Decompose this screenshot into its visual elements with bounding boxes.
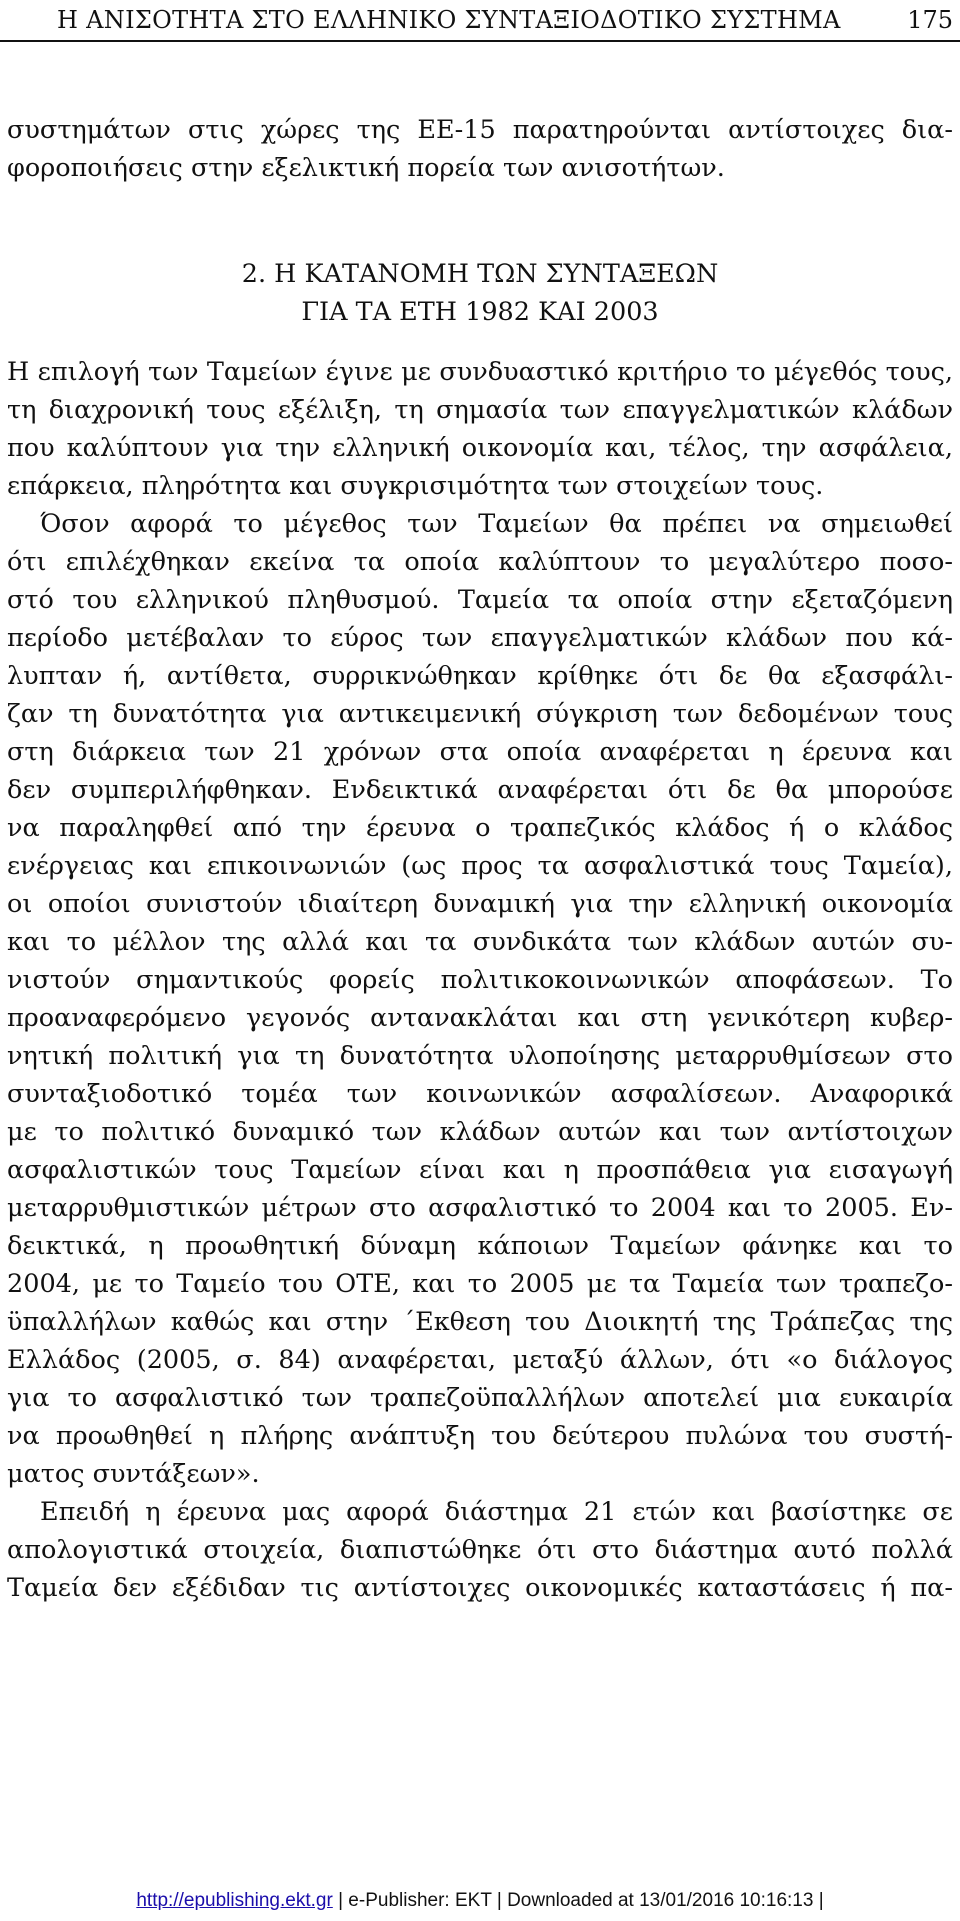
download-footer (0, 1890, 960, 1912)
text-line: οι οποίοι συνιστούν ιδιαίτερη δυναμική για την ελληνική οικονομία (7, 889, 953, 919)
text-line: που καλύπτουν για την ελληνική οικονομία και, τέλος, την ασφάλεια, (7, 433, 953, 463)
text-line: στό του ελληνικού πληθυσμού. Ταμεία τα οποία στην εξεταζόμενη (7, 585, 953, 615)
text-line: συνταξιοδοτικό τομέα των κοινωνικών ασφαλίσεων. Αναφορικά (7, 1079, 953, 1109)
intro-paragraph (7, 111, 953, 187)
text-line: επάρκεια, πληρότητα και συγκρισιμότητα των στοιχείων τους. (7, 471, 824, 501)
section-heading (0, 255, 960, 331)
text-line: μεταρρυθμιστικών μέτρων στο ασφαλιστικό το 2004 και το 2005. Εν- (7, 1193, 953, 1223)
text-line: για το ασφαλιστικό των τραπεζοϋπαλλήλων αποτελεί μια ευκαιρία (7, 1383, 953, 1413)
text-line: ασφαλιστικών τους Ταμείων είναι και η προσπάθεια για εισαγωγή (7, 1155, 953, 1185)
text-line: ενέργειας και επικοινωνιών (ως προς τα ασφαλιστικά τους Ταμεία), (7, 851, 953, 881)
text-line: Ταμεία δεν εξέδιδαν τις αντίστοιχες οικονομικές καταστάσεις ή πα- (7, 1573, 953, 1603)
text-line: ματος συντάξεων». (7, 1459, 260, 1489)
running-title: Η ΑΝΙΣΟΤΗΤΑ ΣΤΟ ΕΛΛΗΝΙΚΟ ΣΥΝΤΑΞΙΟΔΟΤΙΚΟ ΣΥΣΤΗΜΑ (57, 6, 841, 34)
text-line: λυπταν ή, αντίθετα, συρρικνώθηκαν κρίθηκε ότι δε θα εξασφάλι- (7, 661, 953, 691)
section-heading-line: ΓΙΑ ΤΑ ΕΤΗ 1982 ΚΑΙ 2003 (301, 297, 659, 327)
publisher-link[interactable]: http://epublishing.ekt.gr (136, 1890, 333, 1911)
section-heading-line: 2. Η ΚΑΤΑΝΟΜΗ ΤΩΝ ΣΥΝΤΑΞΕΩΝ (241, 259, 719, 289)
text-line: Όσον αφορά το μέγεθος των Ταμείων θα πρέπει να σημειωθεί (40, 509, 953, 539)
text-line: Ελλάδος (2005, σ. 84) αναφέρεται, μεταξύ άλλων, ότι «ο διάλογος (7, 1345, 953, 1375)
text-line: συστημάτων στις χώρες της ΕΕ-15 παρατηρούνται αντίστοιχες δια- (7, 115, 953, 145)
text-line: νιστούν σημαντικούς φορείς πολιτικοκοινωνικών αποφάσεων. Το (7, 965, 953, 995)
page-number: 175 (907, 6, 953, 34)
header-rule (0, 40, 960, 42)
body-text (7, 353, 953, 1607)
text-line: απολογιστικά στοιχεία, διαπιστώθηκε ότι στο διάστημα αυτό πολλά (7, 1535, 953, 1565)
text-line: δεν συμπεριλήφθηκαν. Ενδεικτικά αναφέρεται ότι δε θα μπορούσε (7, 775, 953, 805)
text-line: ζαν τη δυνατότητα για αντικειμενική σύγκριση των δεδομένων τους (7, 699, 953, 729)
text-line: τη διαχρονική τους εξέλιξη, τη σημασία των επαγγελματικών κλάδων (7, 395, 953, 425)
text-line: νητική πολιτική για τη δυνατότητα υλοποίησης μεταρρυθμίσεων στο (7, 1041, 953, 1071)
text-line: να παραληφθεί από την έρευνα ο τραπεζικός κλάδος ή ο κλάδος (7, 813, 953, 843)
text-line: στη διάρκεια των 21 χρόνων στα οποία αναφέρεται η έρευνα και (7, 737, 953, 767)
text-line: δεικτικά, η προωθητική δύναμη κάποιων Ταμείων φάνηκε και το (7, 1231, 953, 1261)
running-head (0, 0, 960, 46)
text-line: προαναφερόμενο γεγονός αντανακλάται και στη γενικότερη κυβερ- (7, 1003, 953, 1033)
text-line: περίοδο μετέβαλαν το εύρος των επαγγελματικών κλάδων που κά- (7, 623, 953, 653)
text-line: να προωθηθεί η πλήρης ανάπτυξη του δεύτερου πυλώνα του συστή- (7, 1421, 953, 1451)
text-line: φοροποιήσεις στην εξελικτική πορεία των ανισοτήτων. (7, 153, 725, 183)
download-info: | e-Publisher: EKT | Downloaded at 13/01/2016 10:16:13 | (332, 1890, 824, 1911)
text-line: ϋπαλλήλων καθώς και στην ΄Εκθεση του Διοικητή της Τράπεζας της (7, 1307, 953, 1337)
text-line: με το πολιτικό δυναμικό των κλάδων αυτών και των αντίστοιχων (7, 1117, 953, 1147)
text-line: ότι επιλέχθηκαν εκείνα τα οποία καλύπτουν το μεγαλύτερο ποσο- (7, 547, 953, 577)
text-line: 2004, με το Ταμείο του ΟΤΕ, και το 2005 με τα Ταμεία των τραπεζο- (7, 1269, 953, 1299)
text-line: και το μέλλον της αλλά και τα συνδικάτα των κλάδων αυτών συ- (7, 927, 953, 957)
text-line: Η επιλογή των Ταμείων έγινε με συνδυαστικό κριτήριο το μέγεθός τους, (7, 357, 953, 387)
text-line: Επειδή η έρευνα μας αφορά διάστημα 21 ετών και βασίστηκε σε (40, 1497, 953, 1527)
